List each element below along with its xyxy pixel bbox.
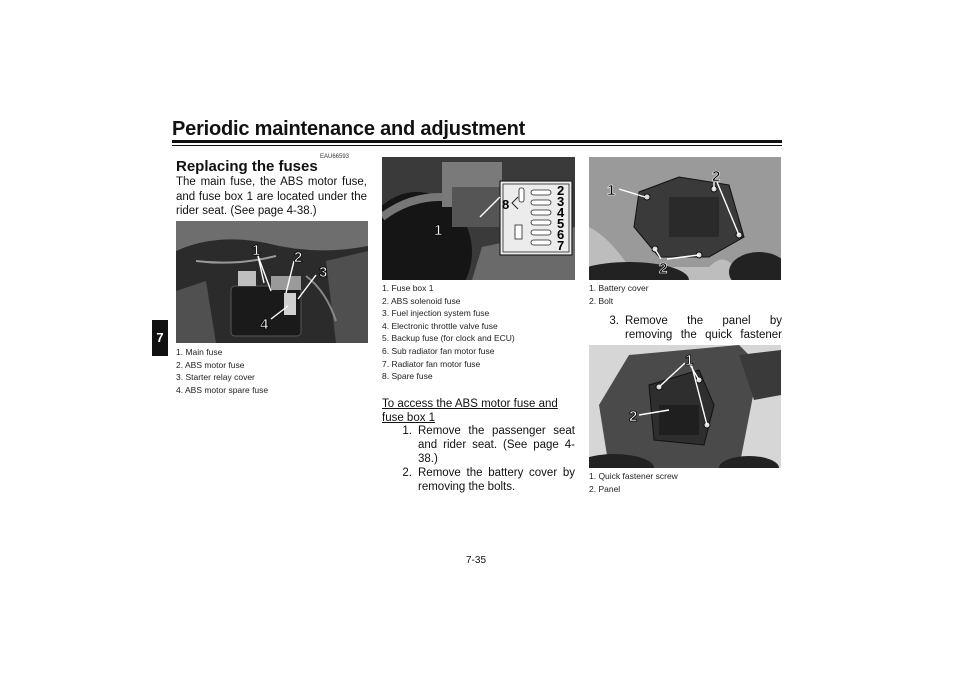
step-text: Remove the panel by removing the quick fastener — [625, 315, 782, 341]
section-title: Replacing the fuses — [176, 158, 318, 175]
callout-3: 3 — [557, 194, 565, 209]
header-rule — [172, 140, 782, 143]
section-code: EAU66593 — [320, 154, 350, 160]
legend-item: 2. ABS solenoid fuse — [382, 295, 461, 306]
step-number: 3. — [609, 315, 619, 327]
legend-item: 8. Spare fuse — [382, 371, 433, 382]
legend-item: 3. Starter relay cover — [176, 372, 255, 383]
callout-1: 1 — [252, 242, 261, 259]
header-rule-thin — [172, 145, 782, 146]
callout-1: 1 — [685, 352, 694, 369]
procedure-steps — [382, 424, 575, 494]
legend-item: 2. Panel — [589, 483, 621, 494]
callout-4: 4 — [260, 316, 269, 333]
legend-item: 3. Fuel injection system fuse — [382, 308, 490, 319]
chapter-tab: 7 — [152, 320, 168, 356]
figure-battery-cover-legend — [589, 282, 649, 307]
legend-item: 4. Electronic throttle valve fuse — [382, 320, 498, 331]
callout-8: 8 — [502, 197, 510, 212]
step-text: Remove the passenger seat and rider seat. (See page 4-38.) — [418, 425, 575, 465]
legend-item: 1. Fuse box 1 — [382, 283, 434, 293]
legend-item: 1. Main fuse — [176, 347, 223, 357]
callout-2: 2 — [557, 183, 565, 198]
callout-2b: 2 — [659, 260, 668, 277]
figure-main-fuse-photo — [176, 221, 368, 343]
callout-5: 5 — [557, 216, 565, 231]
step-number: 1. — [402, 425, 412, 437]
page-header-title: Periodic maintenance and adjustment — [172, 118, 526, 140]
figure-fuse-box-legend — [382, 282, 515, 383]
step-number: 2. — [402, 467, 412, 479]
callout-2: 2 — [294, 249, 303, 266]
callout-1: 1 — [434, 222, 443, 239]
procedure-step — [382, 424, 575, 466]
figure-fuse-box-photo — [382, 157, 575, 280]
page-number: 7-35 — [466, 555, 487, 566]
callout-2: 2 — [712, 168, 721, 185]
figure-battery-cover-photo — [589, 157, 781, 280]
legend-item: 4. ABS motor spare fuse — [176, 384, 269, 395]
figure-panel-photo — [589, 345, 781, 468]
legend-item: 7. Radiator fan motor fuse — [382, 358, 481, 369]
legend-item: 2. Bolt — [589, 295, 614, 306]
callout-2: 2 — [629, 408, 638, 425]
legend-item: 6. Sub radiator fan motor fuse — [382, 345, 495, 356]
callout-6: 6 — [557, 227, 565, 242]
procedure-step — [382, 466, 575, 494]
figure-main-fuse-legend — [176, 346, 268, 396]
callout-7: 7 — [557, 238, 565, 253]
callout-1: 1 — [607, 182, 616, 199]
figure-panel-legend — [589, 470, 678, 495]
legend-item: 1. Quick fastener screw — [589, 471, 678, 481]
procedure-heading: To access the ABS motor fuse and fuse box 1 — [382, 398, 558, 424]
legend-item: 2. ABS motor fuse — [176, 359, 245, 370]
step-text: Remove the battery cover by removing the bolts. — [418, 467, 575, 493]
intro-paragraph: The main fuse, the ABS motor fuse, and fuse box 1 are located under the rider seat. (See page 4-38.) — [176, 176, 367, 217]
callout-3: 3 — [319, 264, 328, 281]
callout-4: 4 — [557, 205, 565, 220]
legend-item: 5. Backup fuse (for clock and ECU) — [382, 333, 515, 344]
legend-item: 1. Battery cover — [589, 283, 649, 293]
